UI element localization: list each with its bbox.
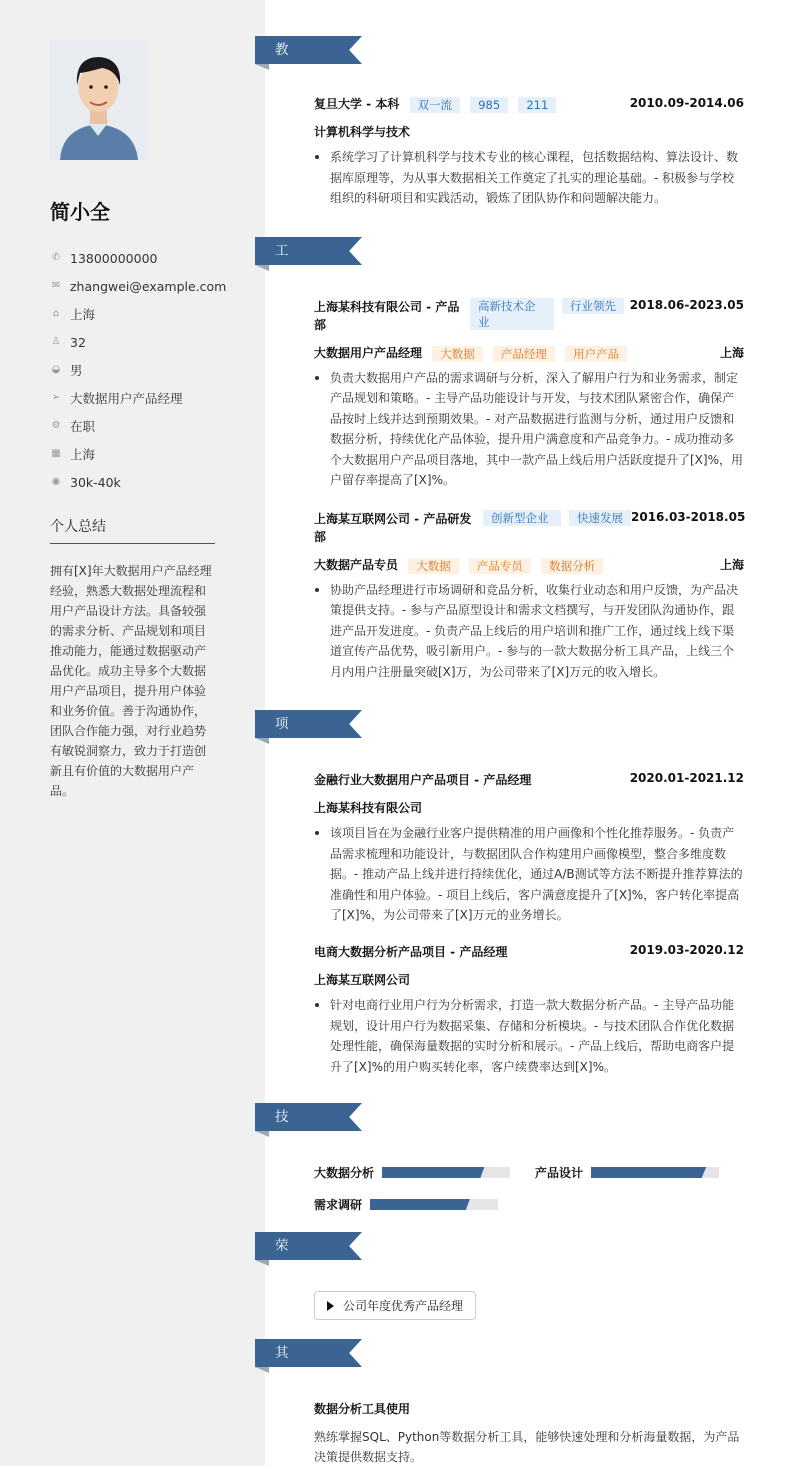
- project-desc: 针对电商行业用户行为分析需求，打造一款大数据分析产品。- 主导产品功能规划，设计用户行为数据采集、存储和分析模块。- 与技术团队合作优化数据处理性能，确保海量数据的实时分析和展示。- 产品上线后，帮助电商客户提升了[X]%的用户购买转化率，客户续费率达到[X]%。: [314, 995, 744, 1077]
- work-role: 大数据用户产品经理: [314, 346, 423, 360]
- mail-icon: ✉: [51, 280, 61, 291]
- project-title: 电商大数据分析产品项目 - 产品经理: [314, 945, 508, 959]
- summary-text: 拥有[X]年大数据用户产品经理经验，熟悉大数据处理流程和用户产品设计方法。具备较强的需求分析、产品规划和项目推动能力，能通过数据驱动产品优化。成功主导多个大数据用户产品项目，提升用户体验和业务价值。善于沟通协作，团队合作能力强，对行业趋势有敏锐洞察力，致力于打造创新且有价值的大数据用户产品。: [50, 564, 212, 798]
- project-org: 上海某科技有限公司: [314, 801, 423, 815]
- info-location-text: 上海: [70, 447, 96, 462]
- company-tag: 行业领先: [562, 298, 624, 314]
- info-city-text: 上海: [70, 307, 96, 322]
- info-position: [50, 384, 240, 412]
- education-major: 计算机科学与技术: [314, 125, 411, 139]
- skill-name: 产品设计: [535, 1166, 584, 1180]
- role-tag: 大数据: [432, 346, 483, 362]
- info-email-text: zhangwei@example.com: [70, 278, 227, 294]
- role-tag: 产品经理: [493, 346, 555, 362]
- skill-item: [535, 1164, 719, 1181]
- skill-bar-fill: [382, 1167, 484, 1178]
- role-tag: 数据分析: [541, 558, 603, 574]
- work-location: 上海: [719, 346, 744, 360]
- section-title-education: 教育经历: [275, 42, 289, 142]
- home-icon: ⌂: [52, 308, 60, 319]
- work-desc: 协助产品经理进行市场调研和竞品分析，收集行业动态和用户反馈，为产品决策提供支持。- 参与产品原型设计和需求文档撰写，与开发团队沟通协作，跟进产品开发进度。- 负责产品上线后的用户培训和推广工作，通过线上线下渠道宣传产品优势，吸引新用户。- 参与的一款大数据分析工具产品，上线三个月内用户注册量突破[X]万，为公司带来了[X]万元的收入增长。: [314, 580, 744, 683]
- section-title-projects: 项目经历: [275, 716, 289, 816]
- summary-divider: [50, 543, 215, 544]
- building-icon: ▦: [51, 448, 61, 459]
- info-email: [50, 272, 240, 300]
- section-title-work: 工作经历: [275, 243, 289, 343]
- company-tag: 高新技术企业: [470, 298, 554, 330]
- project-date: 2019.03-2020.12: [629, 943, 744, 957]
- skill-bar: [382, 1167, 510, 1178]
- school-tag: 211: [518, 97, 556, 113]
- play-icon: [327, 1301, 334, 1311]
- info-phone-text: 13800000000: [70, 250, 158, 266]
- role-tag: 产品专员: [469, 558, 531, 574]
- skill-name: 大数据分析: [314, 1166, 375, 1180]
- work-date: 2018.06-2023.05: [629, 298, 744, 312]
- work-entry: [314, 510, 744, 682]
- info-gender: [50, 356, 240, 384]
- project-date: 2020.01-2021.12: [629, 771, 744, 785]
- project-entry: [314, 943, 744, 1077]
- info-city: [50, 300, 240, 328]
- company-name: 上海某科技有限公司 - 产品部: [314, 300, 460, 332]
- skill-bar: [591, 1167, 719, 1178]
- info-position-text: 大数据用户产品经理: [70, 391, 183, 406]
- project-desc: 该项目旨在为金融行业客户提供精准的用户画像和个性化推荐服务。- 负责产品需求梳理和功能设计，与数据团队合作构建用户画像模型，整合多维度数据。- 推动产品上线并进行持续优化，通过A/B测试等方法不断提升推荐算法的准确性和用户体验。- 项目上线后，客户满意度提升了[X]%，客户转化率提高了[X]%，为公司带来了[X]万元的业务增长。: [314, 823, 744, 926]
- sidebar: [0, 0, 265, 1466]
- other-entry: [314, 1400, 744, 1466]
- skill-name: 需求调研: [314, 1198, 363, 1212]
- candidate-name: 简小全: [50, 200, 110, 224]
- info-status-text: 在职: [70, 419, 96, 434]
- gender-icon: ◒: [51, 364, 61, 375]
- other-desc: 熟练掌握SQL、Python等数据分析工具，能够快速处理和分析海量数据，为产品决策提供数据支持。: [314, 1430, 740, 1464]
- school-tag: 双一流: [410, 97, 461, 113]
- project-entry: [314, 771, 744, 926]
- info-status: [50, 412, 240, 440]
- salary-icon: ◉: [51, 476, 61, 487]
- contact-info: [50, 244, 240, 496]
- skill-bar-fill: [370, 1199, 470, 1210]
- work-location: 上海: [719, 558, 744, 572]
- avatar: [50, 40, 147, 160]
- other-title: 数据分析工具使用: [314, 1402, 411, 1416]
- role-tag: 用户产品: [565, 346, 627, 362]
- company-tag: 创新型企业: [483, 510, 561, 526]
- project-org: 上海某互联网公司: [314, 973, 411, 987]
- company-name: 上海某互联网公司 - 产品研发部: [314, 512, 472, 544]
- send-icon: ➢: [51, 392, 61, 403]
- info-age: [50, 328, 240, 356]
- skill-bar: [370, 1199, 498, 1210]
- avatar-photo-icon: [50, 40, 147, 160]
- info-location: [50, 440, 240, 468]
- education-desc: 系统学习了计算机科学与技术专业的核心课程，包括数据结构、算法设计、数据库原理等，为从事大数据相关工作奠定了扎实的理论基础。- 积极参与学校组织的科研项目和实践活动，锻炼了团队协作和问题解决能力。: [314, 147, 744, 209]
- school-tag: 985: [470, 97, 508, 113]
- award-item[interactable]: [314, 1291, 476, 1320]
- project-title: 金融行业大数据用户产品项目 - 产品经理: [314, 773, 532, 787]
- school-name: 复旦大学 - 本科: [314, 97, 400, 111]
- role-tag: 大数据: [408, 558, 459, 574]
- skill-bar-fill: [591, 1167, 706, 1178]
- info-phone: [50, 244, 240, 272]
- education-date: 2010.09-2014.06: [629, 96, 744, 110]
- info-salary-text: 30k-40k: [70, 474, 121, 490]
- info-salary: [50, 468, 240, 496]
- section-title-skills: 技能专长: [275, 1109, 289, 1209]
- info-gender-text: 男: [70, 363, 83, 378]
- summary-title: 个人总结: [50, 519, 106, 535]
- status-icon: ⚙: [51, 420, 61, 431]
- age-icon: ♙: [51, 336, 61, 347]
- work-desc: 负责大数据用户产品的需求调研与分析，深入了解用户行为和业务需求，制定产品规划和策略。- 主导产品功能设计与开发，与技术团队紧密合作，确保产品按时上线并达到预期效果。- 对产品数据进行监测与分析，通过用户反馈和数据分析，持续优化产品体验，提升用户满意度和产品竞争力。- 成功推动多个大数据用户产品项目落地，其中一款产品上线后用户活跃度提升了[X]%，用户留存率提高了[X]%。: [314, 368, 744, 491]
- company-tag: 快速发展: [569, 510, 631, 526]
- info-age-text: 32: [70, 334, 86, 350]
- work-date: 2016.03-2018.05: [631, 510, 746, 524]
- work-role: 大数据产品专员: [314, 558, 399, 572]
- work-entry: [314, 298, 744, 491]
- phone-icon: ✆: [51, 252, 61, 263]
- skill-item: [314, 1196, 498, 1213]
- section-title-other: 其他信息: [275, 1345, 289, 1445]
- award-name: 公司年度优秀产品经理: [343, 1299, 464, 1313]
- skill-item: [314, 1164, 510, 1181]
- section-title-awards: 荣誉奖项: [275, 1238, 289, 1338]
- education-entry: [314, 96, 744, 209]
